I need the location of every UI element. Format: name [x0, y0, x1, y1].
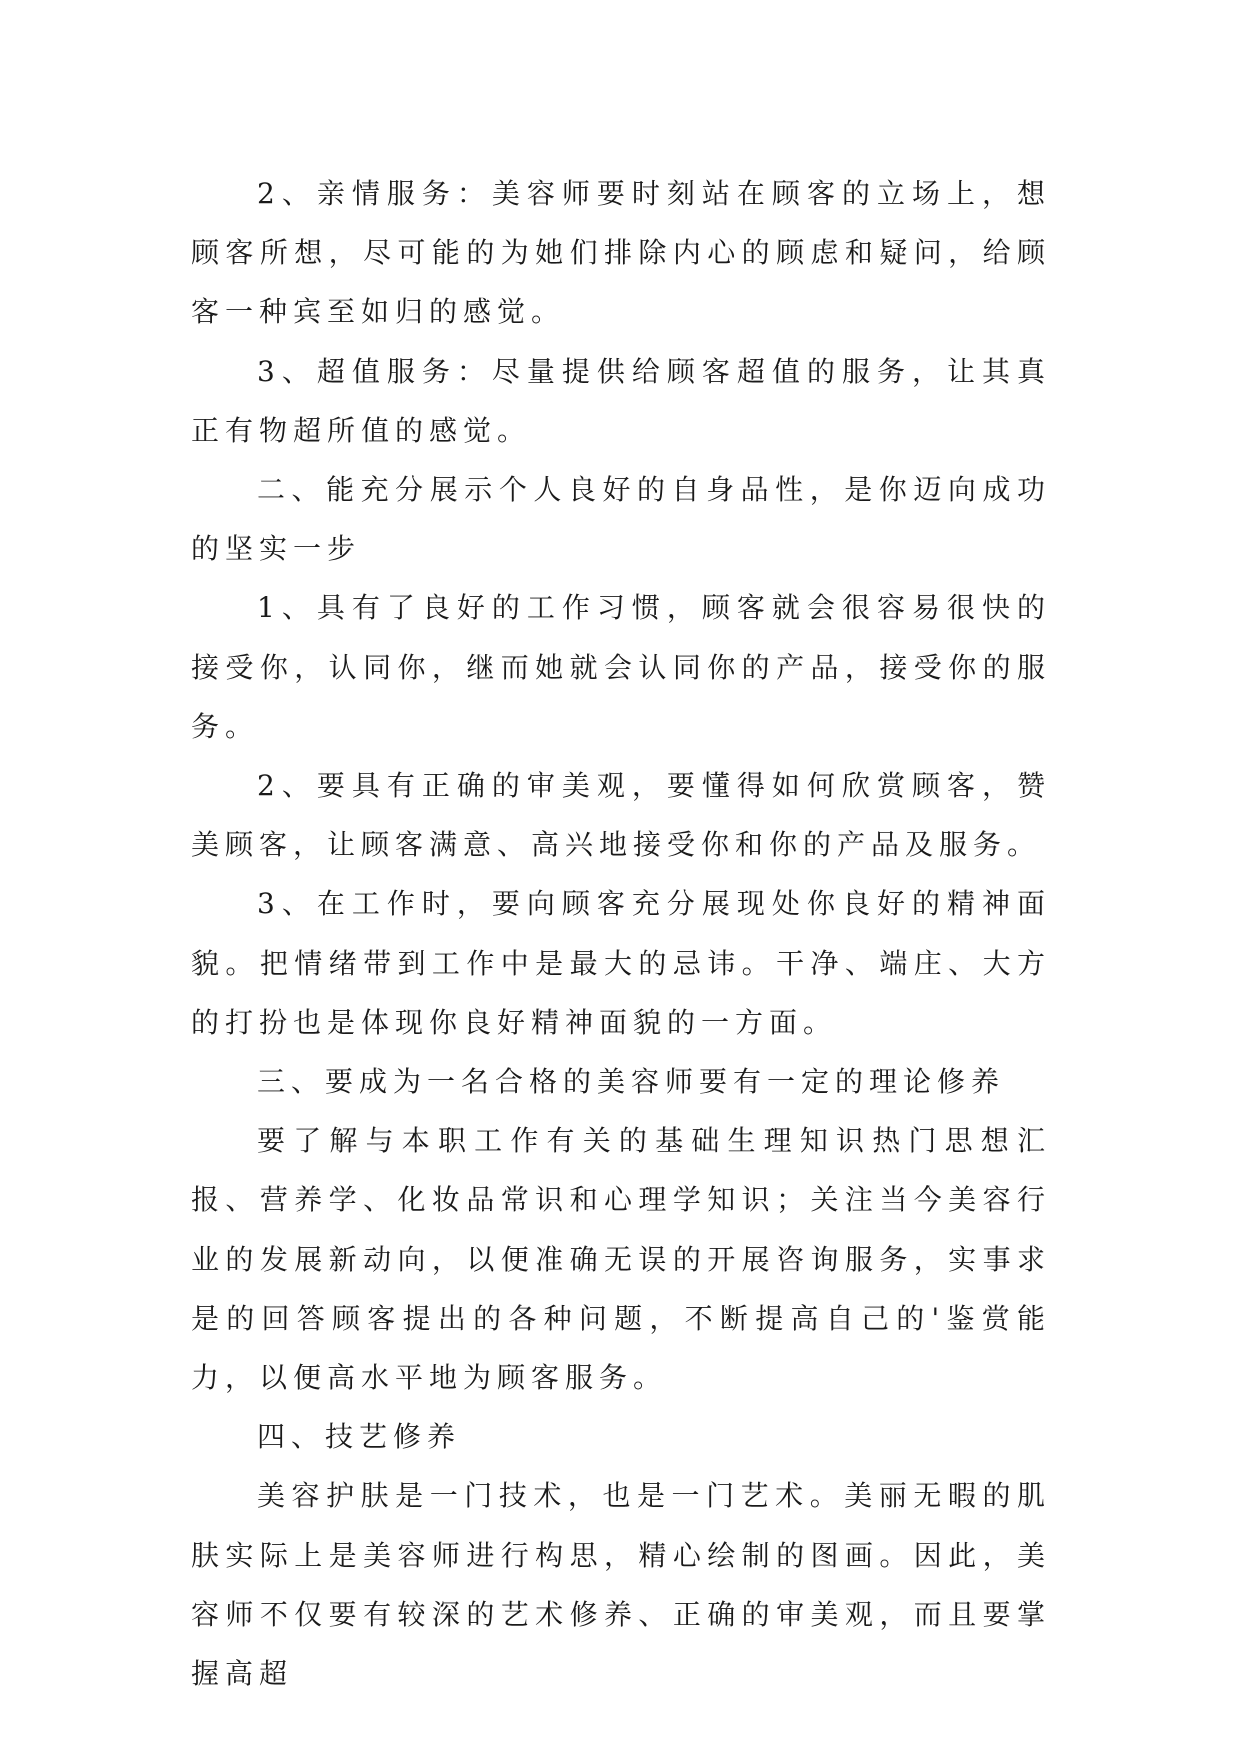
paragraph-work-habits: 1、具有了良好的工作习惯，顾客就会很容易很快的接受你，认同你，继而她就会认同你的产品，接受你的服务。	[191, 591, 1051, 743]
paragraph-spirit: 3、在工作时，要向顾客充分展现处你良好的精神面貌。把情绪带到工作中是最大的忌讳。干净、端庄、大方的打扮也是体现你良好精神面貌的一方面。	[191, 887, 1051, 1039]
paragraph-value-service: 3、超值服务：尽量提供给顾客超值的服务，让其真正有物超所值的感觉。	[191, 354, 1051, 447]
paragraph-aesthetics: 2、要具有正确的审美观，要懂得如何欣赏顾客，赞美顾客，让顾客满意、高兴地接受你和你的产品及服务。	[191, 769, 1051, 862]
section-heading-skills: 四、技艺修养	[257, 1420, 462, 1454]
document-body	[191, 164, 1051, 1703]
section-heading-theory: 三、要成为一名合格的美容师要有一定的理论修养	[257, 1065, 1006, 1099]
section-heading-personal-character: 二、能充分展示个人良好的自身品性，是你迈向成功的坚实一步	[191, 473, 1051, 566]
paragraph-theory-knowledge: 要了解与本职工作有关的基础生理知识热门思想汇报、营养学、化妆品常识和心理学知识；关注当今美容行业的发展新动向，以便准确无误的开展咨询服务，实事求是的回答顾客提出的各种问题，不断提高自己的'鉴赏能力，以便高水平地为顾客服务。	[191, 1124, 1051, 1395]
paragraph-skills-art: 美容护肤是一门技术，也是一门艺术。美丽无暇的肌肤实际上是美容师进行构思，精心绘制的图画。因此，美容师不仅要有较深的艺术修养、正确的审美观，而且要掌握高超	[191, 1479, 1051, 1691]
paragraph-kinship-service: 2、亲情服务：美容师要时刻站在顾客的立场上，想顾客所想，尽可能的为她们排除内心的顾虑和疑问，给顾客一种宾至如归的感觉。	[191, 177, 1051, 329]
